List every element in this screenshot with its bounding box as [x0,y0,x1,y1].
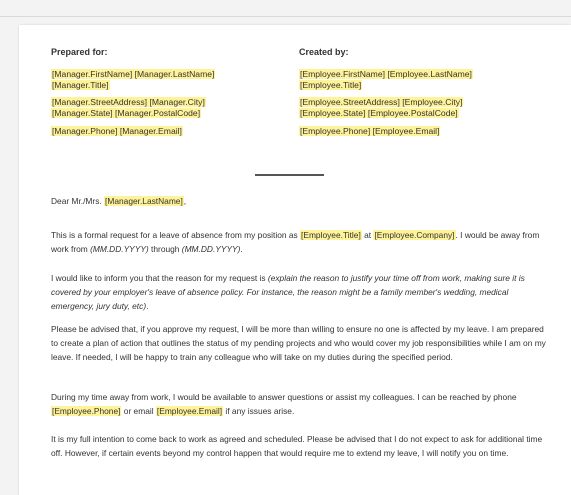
created-by-title [299,80,362,91]
created-by-state [299,108,459,119]
manager-state-field[interactable]: [Manager.State] [Manager.PostalCode] [52,108,201,118]
prepared-for-heading: Prepared for: [51,47,108,57]
prepared-for-contact [51,126,183,137]
paragraph-coverage: Please be advised that, if you approve my request, I will be more than willing to ensure no one is affected by my leave. I am prepared to create a plan of action that outlines the status of my pending projects and who would cover my job responsibilities while I am on my leave. If needed, I will be happy to train any colleague who will take on my duties during the specified period. [51,324,546,362]
manager-street-field[interactable]: [Manager.StreetAddress] [Manager.City] [52,97,205,107]
paragraph-return: It is my full intention to come back to work as agreed and scheduled. Please be advised that I do not expect to ask for additional time off. However, if certain events beyond my control happen that would require me to extend my leave, I will notify you on time. [51,434,543,458]
created-by-contact [299,126,440,137]
document-page [19,25,571,495]
created-by-street [299,97,463,108]
salutation-name-field[interactable]: [Manager.LastName] [105,196,183,206]
end-date: (MM.DD.YYYY) [181,244,241,254]
employee-title-field[interactable]: [Employee.Title] [300,80,362,90]
paragraph-availability: During my time away from work, I would be available to answer questions or assist my colleagues. I can be reached by phone [Employee.Phone] or email [Employee.Email] if any issues arise. [51,392,517,416]
salutation: Dear Mr./Mrs. [Manager.LastName], [51,196,187,206]
toolbar-strip [0,0,571,17]
employee-company-token[interactable]: [Employee.Company] [374,230,455,240]
section-divider [255,174,324,176]
manager-contact-field[interactable]: [Manager.Phone] [Manager.Email] [52,126,182,136]
manager-name-field[interactable]: [Manager.FirstName] [Manager.LastName] [52,69,215,79]
paragraph-reason: I would like to inform you that the reason for my request is (explain the reason to justify your time off from work, making sure it is covered by your employer's leave of absence policy. For instance, the reason might be a family member's wedding, medical emergency, jury duty, etc). [51,273,525,311]
employee-phone-token[interactable]: [Employee.Phone] [52,406,121,416]
created-by-name [299,69,473,80]
prepared-for-street [51,97,206,108]
employee-title-token[interactable]: [Employee.Title] [301,230,361,240]
prepared-for-name [51,69,215,80]
prepared-for-state [51,108,201,119]
manager-title-field[interactable]: [Manager.Title] [52,80,109,90]
start-date: (MM.DD.YYYY) [90,244,149,254]
reason-instructions: (explain the reason to justify your time off from work, making sure it is covered by your employer's leave of absence policy. For instance, the reason might be a family member's wedding, medical emergency, jury duty, etc) [51,273,525,311]
employee-email-token[interactable]: [Employee.Email] [156,406,223,416]
created-by-heading: Created by: [299,47,349,57]
employee-contact-field[interactable]: [Employee.Phone] [Employee.Email] [300,126,440,136]
employee-name-field[interactable]: [Employee.FirstName] [Employee.LastName] [300,69,472,79]
prepared-for-title [51,80,110,91]
employee-street-field[interactable]: [Employee.StreetAddress] [Employee.City] [300,97,463,107]
paragraph-request: This is a formal request for a leave of absence from my position as [Employee.Title] at [Employee.Company]. I would be away from work from (MM.DD.YYYY) through (MM.DD.YYYY). [51,230,540,254]
employee-state-field[interactable]: [Employee.State] [Employee.PostalCode] [300,108,458,118]
